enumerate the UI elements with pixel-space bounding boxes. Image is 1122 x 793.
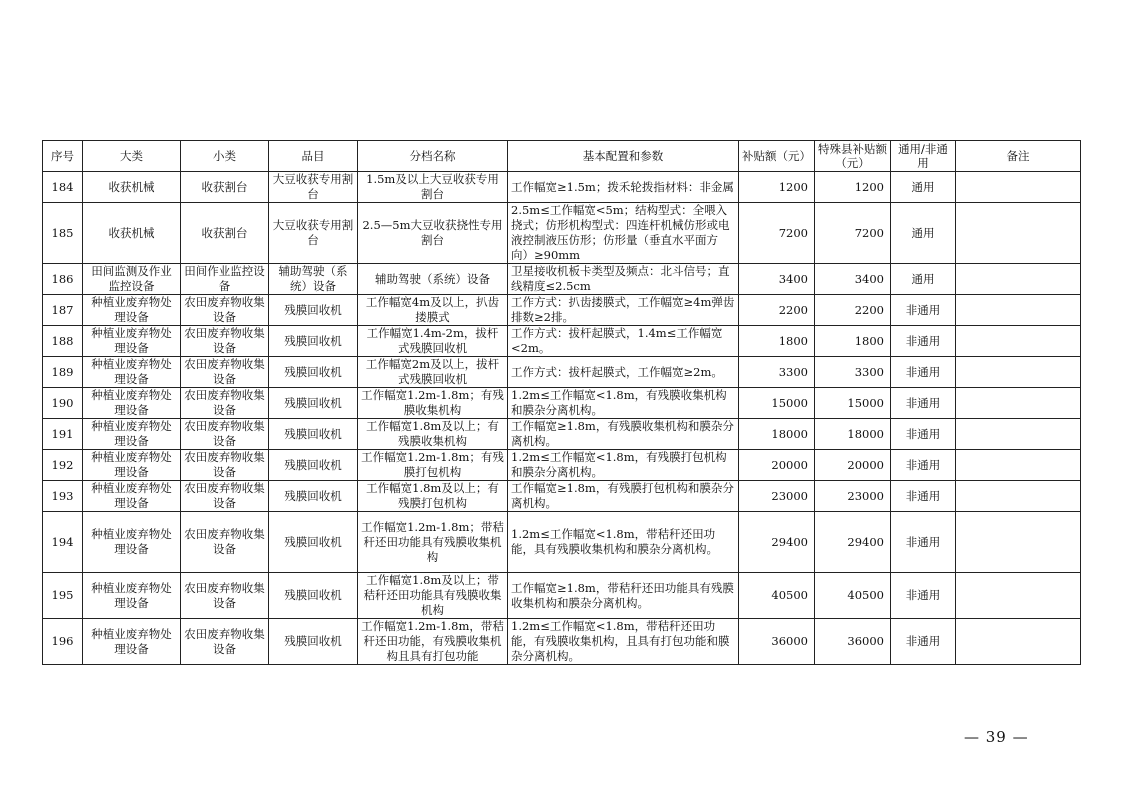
table-row — [43, 573, 1081, 619]
cell-item: 辅助驾驶（系统）设备 — [269, 264, 358, 295]
cell-item: 残膜回收机 — [269, 481, 358, 512]
table-row — [43, 388, 1081, 419]
subsidy-table-container — [42, 140, 1080, 665]
cell-config: 1.2m≤工作幅宽<1.8m，有残膜收集机构和膜杂分离机构。 — [508, 388, 739, 419]
cell-subsidy: 36000 — [739, 619, 815, 665]
cell-remark — [956, 203, 1081, 264]
cell-seq: 188 — [43, 326, 83, 357]
cell-special: 18000 — [815, 419, 891, 450]
cell-config: 工作幅宽≥1.8m，有残膜收集机构和膜杂分离机构。 — [508, 419, 739, 450]
cell-subsidy: 18000 — [739, 419, 815, 450]
cell-general: 非通用 — [891, 419, 956, 450]
cell-subsidy: 23000 — [739, 481, 815, 512]
cell-subcategory: 农田废弃物收集设备 — [181, 481, 269, 512]
cell-special: 15000 — [815, 388, 891, 419]
cell-subsidy: 2200 — [739, 295, 815, 326]
cell-seq: 192 — [43, 450, 83, 481]
cell-seq: 195 — [43, 573, 83, 619]
cell-config: 2.5m≤工作幅宽<5m；结构型式：全喂入挠式；仿形机构型式：四连杆机械仿形或电液控制液压仿形；仿形量（垂直水平面方向）≥90mm — [508, 203, 739, 264]
cell-general: 通用 — [891, 203, 956, 264]
table-row — [43, 450, 1081, 481]
cell-subsidy: 1800 — [739, 326, 815, 357]
cell-item: 残膜回收机 — [269, 419, 358, 450]
cell-config: 1.2m≤工作幅宽<1.8m，带秸秆还田功能，有残膜收集机构，且具有打包功能和膜杂分离机构。 — [508, 619, 739, 665]
cell-item: 残膜回收机 — [269, 573, 358, 619]
cell-category: 种植业废弃物处理设备 — [83, 450, 181, 481]
header-special: 特殊县补贴额（元） — [815, 141, 891, 172]
table-row — [43, 512, 1081, 573]
cell-seq: 187 — [43, 295, 83, 326]
cell-category: 种植业废弃物处理设备 — [83, 388, 181, 419]
header-item: 品目 — [269, 141, 358, 172]
cell-category: 田间监测及作业监控设备 — [83, 264, 181, 295]
cell-special: 40500 — [815, 573, 891, 619]
cell-category: 种植业废弃物处理设备 — [83, 419, 181, 450]
cell-config: 工作幅宽≥1.8m，带秸秆还田功能具有残膜收集机构和膜杂分离机构。 — [508, 573, 739, 619]
cell-seq: 186 — [43, 264, 83, 295]
cell-remark — [956, 481, 1081, 512]
cell-item: 残膜回收机 — [269, 388, 358, 419]
cell-category: 收获机械 — [83, 203, 181, 264]
cell-special: 3300 — [815, 357, 891, 388]
cell-seq: 185 — [43, 203, 83, 264]
cell-grade: 工作幅宽1.2m-1.8m；带秸秆还田功能具有残膜收集机构 — [358, 512, 508, 573]
header-config: 基本配置和参数 — [508, 141, 739, 172]
cell-category: 种植业废弃物处理设备 — [83, 357, 181, 388]
cell-subsidy: 7200 — [739, 203, 815, 264]
cell-general: 非通用 — [891, 481, 956, 512]
cell-config: 卫星接收机板卡类型及频点：北斗信号；直线精度≤2.5cm — [508, 264, 739, 295]
table-row — [43, 419, 1081, 450]
cell-subsidy: 1200 — [739, 172, 815, 203]
cell-special: 36000 — [815, 619, 891, 665]
header-subcategory: 小类 — [181, 141, 269, 172]
cell-subcategory: 农田废弃物收集设备 — [181, 326, 269, 357]
cell-subsidy: 40500 — [739, 573, 815, 619]
cell-config: 工作幅宽≥1.5m；拨禾轮拨指材料：非金属 — [508, 172, 739, 203]
subsidy-table — [42, 140, 1081, 665]
table-body — [43, 172, 1081, 665]
cell-remark — [956, 450, 1081, 481]
cell-special: 7200 — [815, 203, 891, 264]
cell-config: 工作方式：扒齿搂膜式，工作幅宽≥4m弹齿排数≥2排。 — [508, 295, 739, 326]
cell-subsidy: 3400 — [739, 264, 815, 295]
cell-special: 1800 — [815, 326, 891, 357]
cell-item: 残膜回收机 — [269, 326, 358, 357]
cell-special: 2200 — [815, 295, 891, 326]
cell-grade: 工作幅宽1.2m-1.8m；有残膜打包机构 — [358, 450, 508, 481]
cell-seq: 193 — [43, 481, 83, 512]
cell-general: 非通用 — [891, 326, 956, 357]
header-grade: 分档名称 — [358, 141, 508, 172]
cell-special: 29400 — [815, 512, 891, 573]
table-row — [43, 619, 1081, 665]
cell-config: 工作方式：拔杆起膜式，1.4m≤工作幅宽<2m。 — [508, 326, 739, 357]
cell-special: 1200 — [815, 172, 891, 203]
cell-subcategory: 农田废弃物收集设备 — [181, 450, 269, 481]
cell-remark — [956, 512, 1081, 573]
cell-general: 通用 — [891, 172, 956, 203]
cell-category: 种植业废弃物处理设备 — [83, 512, 181, 573]
cell-grade: 工作幅宽2m及以上，拔杆式残膜回收机 — [358, 357, 508, 388]
cell-remark — [956, 573, 1081, 619]
cell-remark — [956, 419, 1081, 450]
cell-grade: 工作幅宽1.8m及以上；有残膜收集机构 — [358, 419, 508, 450]
header-general: 通用/非通用 — [891, 141, 956, 172]
cell-general: 非通用 — [891, 512, 956, 573]
cell-config: 1.2m≤工作幅宽<1.8m，带秸秆还田功能，具有残膜收集机构和膜杂分离机构。 — [508, 512, 739, 573]
cell-grade: 工作幅宽1.8m及以上；有残膜打包机构 — [358, 481, 508, 512]
cell-category: 收获机械 — [83, 172, 181, 203]
cell-category: 种植业废弃物处理设备 — [83, 573, 181, 619]
cell-item: 残膜回收机 — [269, 450, 358, 481]
cell-subcategory: 农田废弃物收集设备 — [181, 295, 269, 326]
cell-subcategory: 农田废弃物收集设备 — [181, 619, 269, 665]
cell-subsidy: 20000 — [739, 450, 815, 481]
cell-config: 工作幅宽≥1.8m，有残膜打包机构和膜杂分离机构。 — [508, 481, 739, 512]
cell-config: 工作方式：拔杆起膜式，工作幅宽≥2m。 — [508, 357, 739, 388]
cell-seq: 196 — [43, 619, 83, 665]
cell-subcategory: 田间作业监控设备 — [181, 264, 269, 295]
cell-category: 种植业废弃物处理设备 — [83, 295, 181, 326]
cell-grade: 工作幅宽4m及以上，扒齿搂膜式 — [358, 295, 508, 326]
cell-item: 大豆收获专用割台 — [269, 203, 358, 264]
cell-grade: 1.5m及以上大豆收获专用割台 — [358, 172, 508, 203]
cell-remark — [956, 295, 1081, 326]
cell-subcategory: 农田废弃物收集设备 — [181, 419, 269, 450]
cell-item: 残膜回收机 — [269, 619, 358, 665]
cell-config: 1.2m≤工作幅宽<1.8m，有残膜打包机构和膜杂分离机构。 — [508, 450, 739, 481]
cell-grade: 工作幅宽1.4m-2m，拔杆式残膜回收机 — [358, 326, 508, 357]
table-row — [43, 172, 1081, 203]
cell-item: 残膜回收机 — [269, 295, 358, 326]
cell-seq: 194 — [43, 512, 83, 573]
cell-subcategory: 农田废弃物收集设备 — [181, 573, 269, 619]
header-category: 大类 — [83, 141, 181, 172]
cell-item: 残膜回收机 — [269, 357, 358, 388]
cell-remark — [956, 619, 1081, 665]
cell-subsidy: 15000 — [739, 388, 815, 419]
cell-subcategory: 收获割台 — [181, 203, 269, 264]
cell-remark — [956, 172, 1081, 203]
cell-subsidy: 29400 — [739, 512, 815, 573]
header-remark: 备注 — [956, 141, 1081, 172]
table-row — [43, 264, 1081, 295]
table-row — [43, 357, 1081, 388]
cell-grade: 辅助驾驶（系统）设备 — [358, 264, 508, 295]
cell-subcategory: 农田废弃物收集设备 — [181, 512, 269, 573]
table-row — [43, 203, 1081, 264]
cell-remark — [956, 326, 1081, 357]
cell-category: 种植业废弃物处理设备 — [83, 326, 181, 357]
cell-general: 非通用 — [891, 357, 956, 388]
cell-general: 非通用 — [891, 573, 956, 619]
cell-remark — [956, 357, 1081, 388]
cell-category: 种植业废弃物处理设备 — [83, 481, 181, 512]
table-row — [43, 326, 1081, 357]
cell-seq: 191 — [43, 419, 83, 450]
cell-special: 23000 — [815, 481, 891, 512]
cell-subcategory: 农田废弃物收集设备 — [181, 388, 269, 419]
cell-subcategory: 农田废弃物收集设备 — [181, 357, 269, 388]
table-row — [43, 295, 1081, 326]
cell-general: 非通用 — [891, 295, 956, 326]
cell-grade: 工作幅宽1.8m及以上；带秸秆还田功能具有残膜收集机构 — [358, 573, 508, 619]
cell-subcategory: 收获割台 — [181, 172, 269, 203]
cell-grade: 2.5—5m大豆收获挠性专用割台 — [358, 203, 508, 264]
cell-item: 残膜回收机 — [269, 512, 358, 573]
table-header-row — [43, 141, 1081, 172]
cell-subsidy: 3300 — [739, 357, 815, 388]
cell-remark — [956, 388, 1081, 419]
cell-special: 3400 — [815, 264, 891, 295]
cell-general: 非通用 — [891, 619, 956, 665]
cell-remark — [956, 264, 1081, 295]
page-number: — 39 — — [964, 728, 1029, 746]
cell-seq: 190 — [43, 388, 83, 419]
header-seq: 序号 — [43, 141, 83, 172]
cell-general: 非通用 — [891, 450, 956, 481]
cell-general: 非通用 — [891, 388, 956, 419]
cell-category: 种植业废弃物处理设备 — [83, 619, 181, 665]
cell-grade: 工作幅宽1.2m-1.8m，带秸秆还田功能，有残膜收集机构且具有打包功能 — [358, 619, 508, 665]
cell-grade: 工作幅宽1.2m-1.8m；有残膜收集机构 — [358, 388, 508, 419]
cell-item: 大豆收获专用割台 — [269, 172, 358, 203]
cell-general: 通用 — [891, 264, 956, 295]
table-row — [43, 481, 1081, 512]
header-subsidy: 补贴额（元） — [739, 141, 815, 172]
cell-special: 20000 — [815, 450, 891, 481]
cell-seq: 189 — [43, 357, 83, 388]
cell-seq: 184 — [43, 172, 83, 203]
